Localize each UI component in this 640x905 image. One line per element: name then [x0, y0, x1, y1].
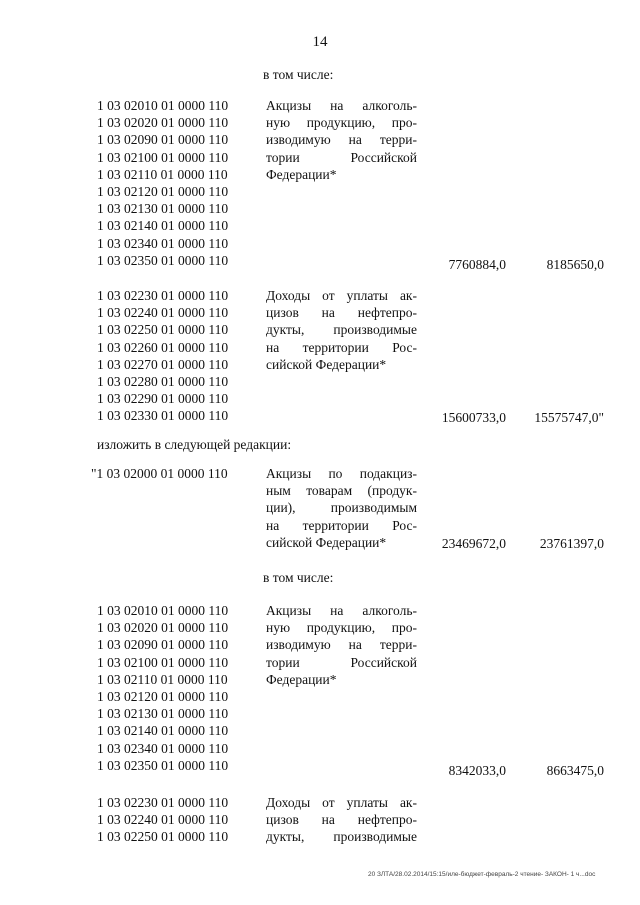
- description-line: Федерации*: [266, 166, 337, 182]
- amount-year-2: 8663475,0: [546, 763, 604, 778]
- code-list: [91, 465, 228, 482]
- budget-code: 1 03 02280 01 0000 110: [97, 374, 229, 390]
- budget-code: 1 03 02140 01 0000 110: [97, 218, 229, 234]
- description-line: изводимую на терри-: [266, 637, 417, 653]
- item-description: [266, 287, 417, 373]
- file-path-footer: 20 ЗЛТА/28.02.2014/15:15/иле-бюджет-февраль-2 чтение- ЗАКОН- 1 ч...doc: [368, 871, 596, 878]
- budget-code: 1 03 02090 01 0000 110: [97, 637, 229, 653]
- code-list: [97, 97, 228, 269]
- amount-year-2: 15575747,0": [534, 410, 604, 425]
- description-line: Федерации*: [266, 671, 337, 687]
- description-line: цизов на нефтепро-: [266, 305, 417, 321]
- code-list: [97, 794, 228, 846]
- description-line: Доходы от уплаты ак-: [266, 795, 417, 810]
- item-description: [266, 602, 417, 688]
- budget-code: 1 03 02230 01 0000 110: [97, 795, 229, 810]
- description-line: ную продукцию, про-: [266, 115, 417, 131]
- budget-code: 1 03 02350 01 0000 110: [97, 757, 229, 773]
- in-that-number-label: в том числе:: [263, 67, 334, 82]
- description-line: Акцизы на алкоголь-: [266, 603, 417, 618]
- description-line: ным товарам (продук-: [266, 483, 417, 499]
- budget-code: 1 03 02020 01 0000 110: [97, 620, 229, 636]
- code-list: [97, 602, 228, 774]
- budget-code: 1 03 02130 01 0000 110: [97, 706, 229, 722]
- description-line: сийской Федерации*: [266, 356, 387, 372]
- amount-year-1: 8342033,0: [448, 763, 506, 778]
- description-line: на территории Рос-: [266, 339, 417, 355]
- budget-code: 1 03 02120 01 0000 110: [97, 689, 229, 705]
- budget-code: 1 03 02010 01 0000 110: [97, 603, 229, 618]
- description-line: изводимую на терри-: [266, 132, 417, 148]
- budget-code: 1 03 02100 01 0000 110: [97, 654, 229, 670]
- amount-year-1: 15600733,0: [441, 410, 506, 425]
- amount-year-2: 8185650,0: [546, 257, 604, 272]
- budget-code: 1 03 02330 01 0000 110: [97, 408, 229, 424]
- amount-year-1: 23469672,0: [441, 536, 506, 551]
- budget-code: 1 03 02010 01 0000 110: [97, 98, 229, 113]
- description-line: на территории Рос-: [266, 517, 417, 533]
- in-that-number-label: в том числе:: [263, 570, 334, 585]
- budget-code: 1 03 02260 01 0000 110: [97, 339, 229, 355]
- budget-code: 1 03 02240 01 0000 110: [97, 812, 229, 828]
- budget-code: 1 03 02270 01 0000 110: [97, 356, 229, 372]
- budget-code: 1 03 02130 01 0000 110: [97, 201, 229, 217]
- amount-year-2: 23761397,0: [539, 536, 604, 551]
- budget-code: 1 03 02110 01 0000 110: [97, 166, 228, 182]
- description-line: ную продукцию, про-: [266, 620, 417, 636]
- description-line: Доходы от уплаты ак-: [266, 288, 417, 303]
- item-description: [266, 465, 417, 551]
- budget-code: 1 03 02120 01 0000 110: [97, 184, 229, 200]
- budget-code: 1 03 02250 01 0000 110: [97, 322, 229, 338]
- budget-code: 1 03 02340 01 0000 110: [97, 740, 229, 756]
- budget-code: 1 03 02090 01 0000 110: [97, 132, 229, 148]
- budget-code: 1 03 02110 01 0000 110: [97, 671, 228, 687]
- budget-code: 1 03 02350 01 0000 110: [97, 252, 229, 268]
- budget-code: 1 03 02020 01 0000 110: [97, 115, 229, 131]
- budget-code: 1 03 02140 01 0000 110: [97, 723, 229, 739]
- description-line: Акцизы на алкоголь-: [266, 98, 417, 113]
- budget-code: 1 03 02290 01 0000 110: [97, 391, 229, 407]
- budget-code: 1 03 02240 01 0000 110: [97, 305, 229, 321]
- description-line: дукты, производимые: [266, 322, 417, 338]
- description-line: Акцизы по подакциз-: [266, 466, 417, 481]
- code-list: [97, 287, 228, 425]
- description-line: ции), производимым: [266, 500, 417, 516]
- description-line: тории Российской: [266, 654, 417, 670]
- description-line: дукты, производимые: [266, 829, 417, 845]
- page-number: 14: [312, 34, 328, 50]
- budget-code: 1 03 02250 01 0000 110: [97, 829, 229, 845]
- item-description: [266, 794, 417, 846]
- description-line: сийской Федерации*: [266, 534, 387, 550]
- amount-year-1: 7760884,0: [448, 257, 506, 272]
- budget-code: 1 03 02100 01 0000 110: [97, 149, 229, 165]
- description-line: тории Российской: [266, 149, 417, 165]
- restate-instruction: изложить в следующей редакции:: [97, 437, 292, 452]
- item-description: [266, 97, 417, 183]
- budget-code: 1 03 02340 01 0000 110: [97, 235, 229, 251]
- description-line: цизов на нефтепро-: [266, 812, 417, 828]
- budget-code: "1 03 02000 01 0000 110: [91, 466, 228, 481]
- budget-code: 1 03 02230 01 0000 110: [97, 288, 229, 303]
